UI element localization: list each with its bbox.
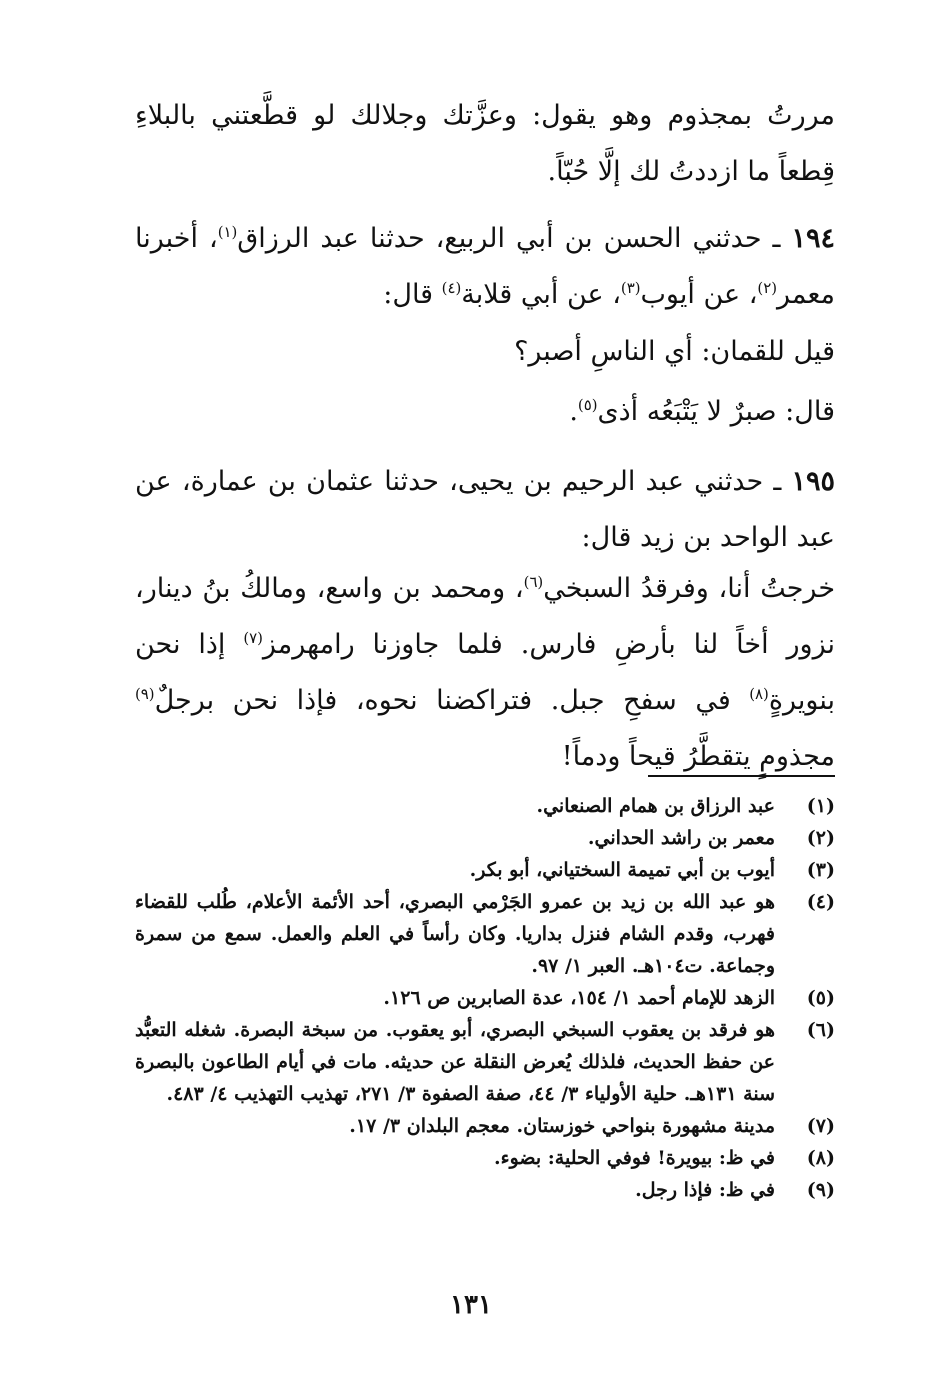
footnote-ref-8[interactable]: (٨): [749, 685, 769, 703]
footnote-9: [135, 1174, 835, 1206]
footnote-number: (١): [806, 795, 835, 817]
answer-text: قال: صبرٌ لا يَتْبَعُه أذى: [597, 396, 835, 427]
footnote-text: هو فرقد بن يعقوب السبخي البصري، أبو يعقوب. من سبخة البصرة. شغله التعبُّد عن حفظ الحديث، فلذلك يُعرض النقلة عن حديثه. مات في أيام الطاعون بالبصرة سنة ١٣١هـ. حلية الأولياء ٣/ ٤٤، صفة الصفوة ٣/ ٢٧١، تهذيب التهذيب ٤/ ٤٨٣.: [135, 1019, 775, 1105]
text-segment: ، أخبرنا معمر: [135, 223, 835, 310]
footnote-3: [135, 854, 835, 886]
hadith-number-194: ١٩٤: [791, 223, 835, 254]
paragraph-195: [135, 454, 877, 566]
text-segment: ، عن أيوب: [640, 279, 758, 310]
footnote-ref-1[interactable]: (١): [217, 223, 238, 241]
text-segment: ، عن أبي قلابة: [461, 279, 621, 310]
footnote-4: [135, 886, 835, 982]
footnote-text: أيوب بن أبي تميمة السختياني، أبو بكر.: [469, 859, 775, 881]
footnote-divider: [648, 775, 835, 777]
text-segment: مجذومٍ يتقطَّرُ قيحاً ودماً!: [561, 741, 835, 772]
footnote-text: هو عبد الله بن زيد بن عمرو الجَرْمي البصري، أحد الأئمة الأعلام، طُلب للقضاء فهرب، وقدم الشام فنزل بداريا. وكان رأساً في العلم والعمل. سمع من سمرة وجماعة. ت١٠٤هـ. العبر ١/ ٩٧.: [135, 891, 775, 977]
footnote-8: [135, 1142, 835, 1174]
footnote-ref-7[interactable]: (٧): [243, 629, 263, 647]
paragraph-luqman-answer: [135, 384, 877, 440]
footnote-6: [135, 1014, 835, 1110]
question-text: قيل للقمان: أي الناسِ أصبر؟: [514, 336, 835, 367]
footnote-text: في ظ: بيويرة! فوفي الحلية: بضوء.: [494, 1147, 775, 1169]
footnote-text: في ظ: فإذا رجل.: [635, 1179, 775, 1201]
footnote-text: معمر بن راشد الحداني.: [587, 827, 775, 849]
footnote-ref-4[interactable]: (٤): [441, 279, 462, 297]
footnote-5: [135, 982, 835, 1014]
footnote-ref-9[interactable]: (٩): [135, 685, 155, 703]
hadith-number-195: ١٩٥: [791, 466, 835, 497]
text-segment: ، ومحمد بن واسع، ومالكُ بنُ دينار، نزور أخاً لنا بأرضِ فارس. فلما جاوزنا رامهرمز: [135, 573, 835, 660]
text-segment: في سفحِ جبل. فتراكضنا نحوه، فإذا نحن برجلٌ: [154, 685, 750, 716]
text-segment: ـ حدثني الحسن بن أبي الربيع، حدثنا عبد الرزاق: [237, 223, 792, 254]
footnote-number: (٣): [806, 859, 835, 881]
footnote-text: الزهد للإمام أحمد ١/ ١٥٤، عدة الصابرين ص ١٢٦.: [383, 987, 775, 1009]
footnote-text: عبد الرزاق بن همام الصنعاني.: [536, 795, 775, 817]
footnote-text: مدينة مشهورة بنواحي خوزستان. معجم البلدان ٣/ ١٧.: [349, 1115, 775, 1137]
text-segment: ـ حدثني عبد الرحيم بن يحيى، حدثنا عثمان بن عمارة، عن عبد الواحد بن زيد قال:: [135, 466, 835, 553]
footnote-number: (٦): [806, 1019, 835, 1041]
footnote-number: (٥): [806, 987, 835, 1009]
footnote-ref-3[interactable]: (٣): [620, 279, 641, 297]
footnote-number: (٨): [806, 1147, 835, 1169]
paragraph-luqman-question: [135, 324, 877, 380]
footnote-1: [135, 790, 835, 822]
paragraph-journey: [135, 561, 877, 785]
footnote-number: (٩): [806, 1179, 835, 1201]
text-segment: خرجتُ أنا، وفرقدُ السبخي: [543, 573, 836, 604]
text-segment: قال:: [383, 279, 442, 310]
footnote-ref-2[interactable]: (٢): [757, 279, 777, 297]
footnotes-list: [135, 790, 835, 1206]
text-segment: .: [569, 396, 578, 427]
paragraph-194: [135, 211, 877, 323]
footnote-number: (٢): [806, 827, 835, 849]
footnote-ref-5[interactable]: (٥): [577, 396, 598, 414]
paragraph-1: [135, 88, 877, 200]
footnote-7: [135, 1110, 835, 1142]
paragraph-1-text: مررتُ بمجذوم وهو يقول: وعزَّتك وجلالك لو قطَّعتني بالبلاءِ قِطعاً ما ازددتُ لك إلَّا حُبّاً.: [135, 100, 835, 187]
footnote-number: (٧): [806, 1115, 835, 1137]
footnote-number: (٤): [806, 891, 835, 913]
page-number: ١٣١: [450, 1290, 492, 1320]
footnote-2: [135, 822, 835, 854]
footnote-ref-6[interactable]: (٦): [523, 573, 544, 591]
text-segment: إذا نحن بنويرةٍ: [135, 629, 835, 716]
